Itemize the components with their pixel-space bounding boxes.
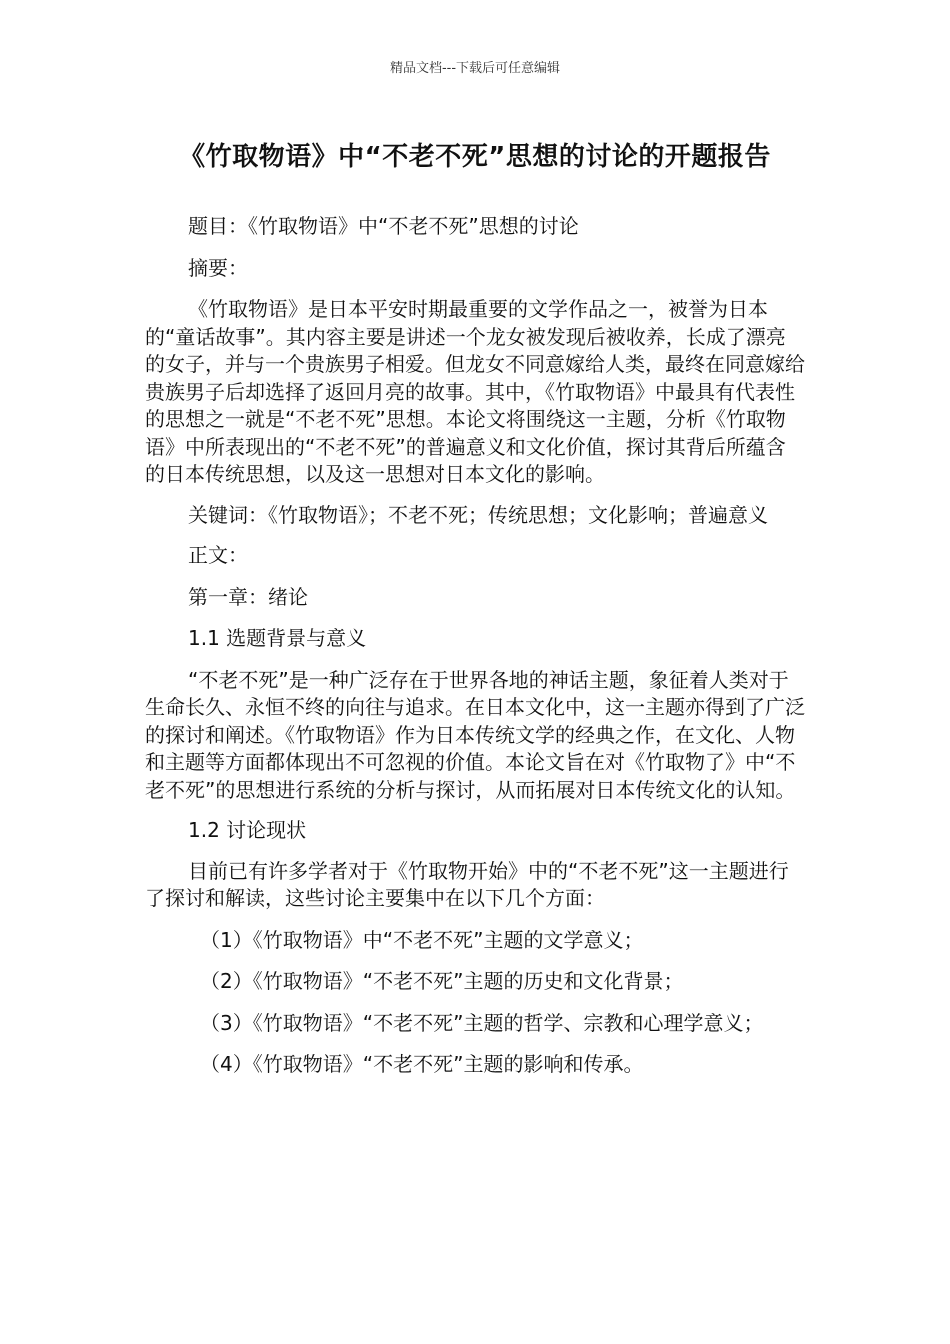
chapter-1-heading: 第一章：绪论 (188, 584, 308, 609)
body-label: 正文： (188, 543, 248, 567)
section-1-1-paragraph: “不老不死”是一种广泛存在于世界各地的神话主题，象征着人类对于生命长久、永恒不终的向往与追求。在日本文化中，这一主题亦得到了广泛的探讨和阐述。《竹取物语》作为日本传统文学的经典之作，在文化、人物和主题等方面都体现出不可忽视的价值。本论文旨在对《竹取物了》中“不老不死”的思想进行系统的分析与探讨，从而拓展对日本传统文化的认知。 (145, 667, 805, 802)
topic-line: 题目：《竹取物语》中“不老不死”思想的讨论 (188, 214, 579, 238)
section-1-1-heading: 1.1 选题背景与意义 (188, 626, 367, 650)
header-note: 精品文档---下载后可任意编辑 (389, 61, 561, 76)
list-item: （3）《竹取物语》“不老不死”主题的哲学、宗教和心理学意义； (200, 1010, 764, 1035)
list-item: （4）《竹取物语》“不老不死”主题的影响和传承。 (200, 1052, 644, 1076)
keywords-line: 关键词：《竹取物语》；不老不死；传统思想；文化影响；普遍意义 (188, 502, 768, 527)
page-title: 《竹取物语》中“不老不死”思想的讨论的开题报告 (179, 142, 771, 172)
section-1-2-paragraph: 目前已有许多学者对于《竹取物开始》中的“不老不死”这一主题进行了探讨和解读，这些讨论主要集中在以下几个方面： (145, 858, 789, 910)
abstract-label: 摘要： (188, 255, 248, 280)
abstract-paragraph: 《竹取物语》是日本平安时期最重要的文学作品之一，被誉为日本的“童话故事”。其内容主要是讲述一个龙女被发现后被收养，长成了漂亮的女子，并与一个贵族男子相爱。但龙女不同意嫁给人类，最终在同意嫁给贵族男子后却选择了返回月亮的故事。其中，《竹取物语》中最具有代表性的思想之一就是“不老不死”思想。本论文将围绕这一主题，分析《竹取物语》中所表现出的“不老不死”的普遍意义和文化价值，探讨其背后所蕴含的日本传统思想，以及这一思想对日本文化的影响。 (145, 297, 805, 486)
list-item: （1）《竹取物语》中“不老不死”主题的文学意义； (200, 927, 644, 952)
list-item: （2）《竹取物语》“不老不死”主题的历史和文化背景； (200, 969, 684, 993)
document-body (145, 213, 805, 1079)
section-1-2-heading: 1.2 讨论现状 (188, 818, 307, 842)
